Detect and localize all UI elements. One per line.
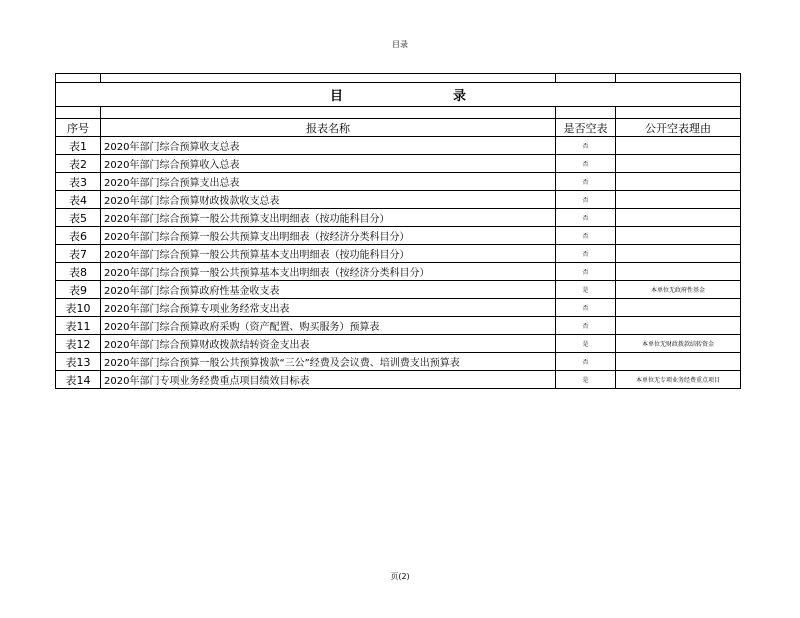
report-name: 2020年部门综合预算政府采购（资产配置、购买服务）预算表 (101, 317, 556, 335)
report-name: 2020年部门综合预算政府性基金收支表 (101, 281, 556, 299)
page-header: 目录 (392, 40, 408, 49)
is-empty-value: 否 (556, 245, 616, 263)
row-number: 表4 (56, 191, 101, 209)
table-row (56, 371, 741, 389)
report-name: 2020年部门综合预算专项业务经常支出表 (101, 299, 556, 317)
is-empty-value: 否 (556, 209, 616, 227)
is-empty-value: 否 (556, 137, 616, 155)
report-name: 2020年部门综合预算财政拨款结转资金支出表 (101, 335, 556, 353)
row-number: 表13 (56, 353, 101, 371)
report-name: 2020年部门综合预算支出总表 (101, 173, 556, 191)
empty-reason (616, 227, 741, 245)
empty-reason (616, 155, 741, 173)
row-number: 表9 (56, 281, 101, 299)
report-name: 2020年部门综合预算一般公共预算支出明细表（按功能科目分） (101, 209, 556, 227)
title-row (56, 83, 741, 107)
is-empty-value: 是 (556, 371, 616, 389)
col-header-name: 报表名称 (101, 119, 556, 137)
is-empty-value: 否 (556, 155, 616, 173)
empty-reason: 本单位无政府性基金 (616, 281, 741, 299)
table-body (56, 137, 741, 389)
row-number: 表3 (56, 173, 101, 191)
is-empty-value: 否 (556, 173, 616, 191)
row-number: 表8 (56, 263, 101, 281)
title-char-2: 录 (453, 89, 467, 104)
row-number: 表10 (56, 299, 101, 317)
empty-reason (616, 317, 741, 335)
table-row (56, 227, 741, 245)
table-row (56, 173, 741, 191)
is-empty-value: 是 (556, 335, 616, 353)
empty-reason (616, 245, 741, 263)
empty-reason (616, 173, 741, 191)
table-row (56, 353, 741, 371)
report-name: 2020年部门综合预算一般公共预算基本支出明细表（按经济分类科目分） (101, 263, 556, 281)
row-number: 表12 (56, 335, 101, 353)
page-footer: 页(2) (390, 572, 410, 581)
spacer-row (56, 107, 741, 119)
is-empty-value: 否 (556, 263, 616, 281)
row-number: 表6 (56, 227, 101, 245)
empty-reason (616, 137, 741, 155)
empty-reason (616, 209, 741, 227)
is-empty-value: 否 (556, 299, 616, 317)
table-row (56, 281, 741, 299)
col-header-no: 序号 (56, 119, 101, 137)
row-number: 表1 (56, 137, 101, 155)
report-name: 2020年部门综合预算财政拨款收支总表 (101, 191, 556, 209)
table-row (56, 245, 741, 263)
table-row (56, 155, 741, 173)
col-header-is-empty: 是否空表 (556, 119, 616, 137)
report-name: 2020年部门综合预算收入总表 (101, 155, 556, 173)
table-row (56, 137, 741, 155)
report-name: 2020年部门综合预算收支总表 (101, 137, 556, 155)
report-name: 2020年部门综合预算一般公共预算支出明细表（按经济分类科目分） (101, 227, 556, 245)
col-header-reason: 公开空表理由 (616, 119, 741, 137)
table-row (56, 191, 741, 209)
table-row (56, 299, 741, 317)
header-row (56, 119, 741, 137)
table-row (56, 263, 741, 281)
empty-reason (616, 191, 741, 209)
table-row (56, 209, 741, 227)
toc-table (55, 73, 741, 389)
is-empty-value: 是 (556, 281, 616, 299)
dashed-border-row (56, 74, 741, 83)
empty-reason (616, 299, 741, 317)
is-empty-value: 否 (556, 353, 616, 371)
row-number: 表5 (56, 209, 101, 227)
empty-reason: 本单位无财政拨款结转资金 (616, 335, 741, 353)
is-empty-value: 否 (556, 317, 616, 335)
toc-title (56, 83, 741, 107)
row-number: 表11 (56, 317, 101, 335)
report-name: 2020年部门专项业务经费重点项目绩效目标表 (101, 371, 556, 389)
table-row (56, 317, 741, 335)
empty-reason: 本单位无专项业务经费重点项目 (616, 371, 741, 389)
report-name: 2020年部门综合预算一般公共预算拨款“三公”经费及会议费、培训费支出预算表 (101, 353, 556, 371)
row-number: 表7 (56, 245, 101, 263)
is-empty-value: 否 (556, 191, 616, 209)
row-number: 表14 (56, 371, 101, 389)
title-char-1: 目 (329, 89, 343, 104)
is-empty-value: 否 (556, 227, 616, 245)
row-number: 表2 (56, 155, 101, 173)
empty-reason (616, 263, 741, 281)
report-name: 2020年部门综合预算一般公共预算基本支出明细表（按功能科目分） (101, 245, 556, 263)
table-row (56, 335, 741, 353)
empty-reason (616, 353, 741, 371)
